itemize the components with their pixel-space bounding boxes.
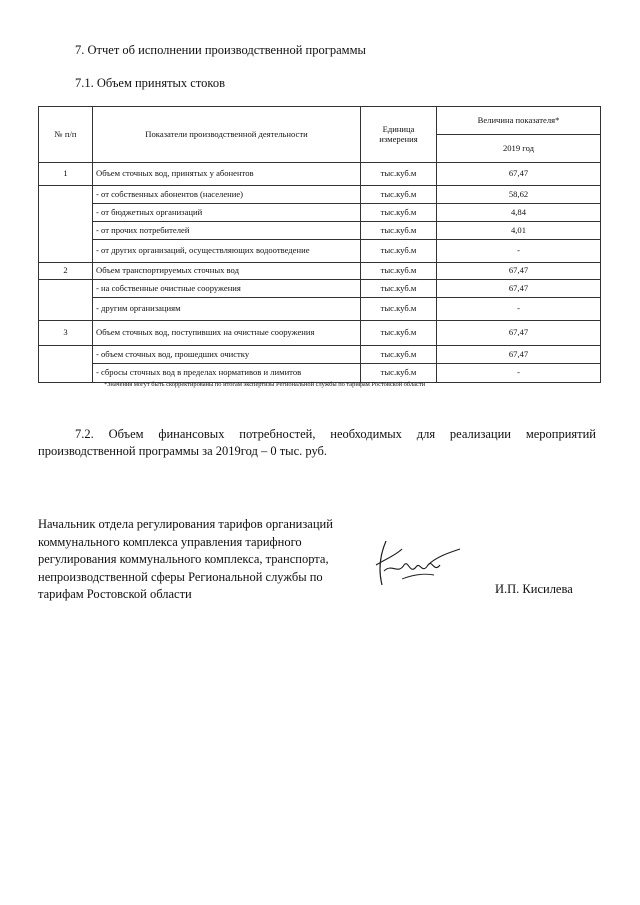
table-row	[39, 346, 601, 364]
table-row	[39, 163, 601, 186]
row-indicator: Объем сточных вод, принятых у абонентов	[93, 163, 361, 186]
row-value: 67,47	[437, 321, 601, 346]
row-number: 3	[39, 321, 93, 346]
signature-position-block	[38, 516, 368, 604]
section-heading: 7. Отчет об исполнении производственной программы	[75, 43, 366, 57]
header-indicator: Показатели производственной деятельности	[93, 107, 361, 163]
row-unit: тыс.куб.м	[361, 204, 437, 222]
row-unit: тыс.куб.м	[361, 321, 437, 346]
subsection-heading: 7.1. Объем принятых стоков	[75, 76, 225, 90]
row-unit: тыс.куб.м	[361, 222, 437, 240]
row-unit: тыс.куб.м	[361, 263, 437, 280]
row-unit: тыс.куб.м	[361, 186, 437, 204]
row-indicator: - на собственные очистные сооружения	[93, 280, 361, 298]
row-unit: тыс.куб.м	[361, 163, 437, 186]
row-unit: тыс.куб.м	[361, 240, 437, 263]
position-line: коммунального комплекса управления тарифного	[38, 534, 302, 549]
row-indicator: - объем сточных вод, прошедших очистку	[93, 346, 361, 364]
row-unit: тыс.куб.м	[361, 298, 437, 321]
table-row	[39, 364, 601, 383]
table-row	[39, 280, 601, 298]
row-number: 2	[39, 263, 93, 280]
table-row	[39, 240, 601, 263]
position-line: непроизводственной сферы Региональной службы по	[38, 569, 323, 584]
row-number	[39, 280, 93, 321]
handwritten-signature	[372, 535, 464, 595]
row-value: 58,62	[437, 186, 601, 204]
row-indicator: - сбросы сточных вод в пределах нормативов и лимитов	[93, 364, 361, 383]
row-indicator: - от прочих потребителей	[93, 222, 361, 240]
financial-needs-paragraph: 7.2. Объем финансовых потребностей, необходимых для реализации мероприятий производственной программы за 2019год – 0 тыс. руб.	[38, 427, 596, 458]
table-header-row	[39, 107, 601, 135]
row-number	[39, 186, 93, 263]
table-row	[39, 186, 601, 204]
position-line: регулирования коммунального комплекса, транспорта,	[38, 552, 329, 566]
header-year: 2019 год	[437, 135, 601, 163]
row-indicator: Объем транспортируемых сточных вод	[93, 263, 361, 280]
row-value: 67,47	[437, 346, 601, 364]
header-number: № п/п	[39, 107, 93, 163]
table-row	[39, 298, 601, 321]
table-row	[39, 263, 601, 280]
row-unit: тыс.куб.м	[361, 346, 437, 364]
table-footnote: *Значения могут быть скорректированы по итогам экспертизы Региональной службы по тарифам Ростовской области	[104, 381, 426, 388]
row-number	[39, 346, 93, 383]
position-line: Начальник отдела регулирования тарифов организаций	[38, 517, 333, 531]
header-value-group: Величина показателя*	[437, 107, 601, 135]
row-value: -	[437, 298, 601, 321]
row-indicator: - от бюджетных организаций	[93, 204, 361, 222]
row-value: -	[437, 240, 601, 263]
table-row	[39, 222, 601, 240]
row-number: 1	[39, 163, 93, 186]
signer-name: И.П. Кисилева	[495, 582, 573, 596]
wastewater-volume-table	[38, 106, 601, 383]
row-unit: тыс.куб.м	[361, 280, 437, 298]
row-value: 67,47	[437, 163, 601, 186]
row-indicator: - от собственных абонентов (население)	[93, 186, 361, 204]
table-row	[39, 204, 601, 222]
row-value: 4,01	[437, 222, 601, 240]
row-indicator: - другим организациям	[93, 298, 361, 321]
row-unit: тыс.куб.м	[361, 364, 437, 383]
row-value: 4,84	[437, 204, 601, 222]
row-value: 67,47	[437, 280, 601, 298]
row-value: -	[437, 364, 601, 383]
row-indicator: - от других организаций, осуществляющих водоотведение	[93, 240, 361, 263]
table-row	[39, 321, 601, 346]
row-value: 67,47	[437, 263, 601, 280]
position-line: тарифам Ростовской области	[38, 587, 192, 601]
header-unit: Единица измерения	[361, 107, 437, 163]
row-indicator: Объем сточных вод, поступивших на очистные сооружения	[93, 321, 361, 346]
